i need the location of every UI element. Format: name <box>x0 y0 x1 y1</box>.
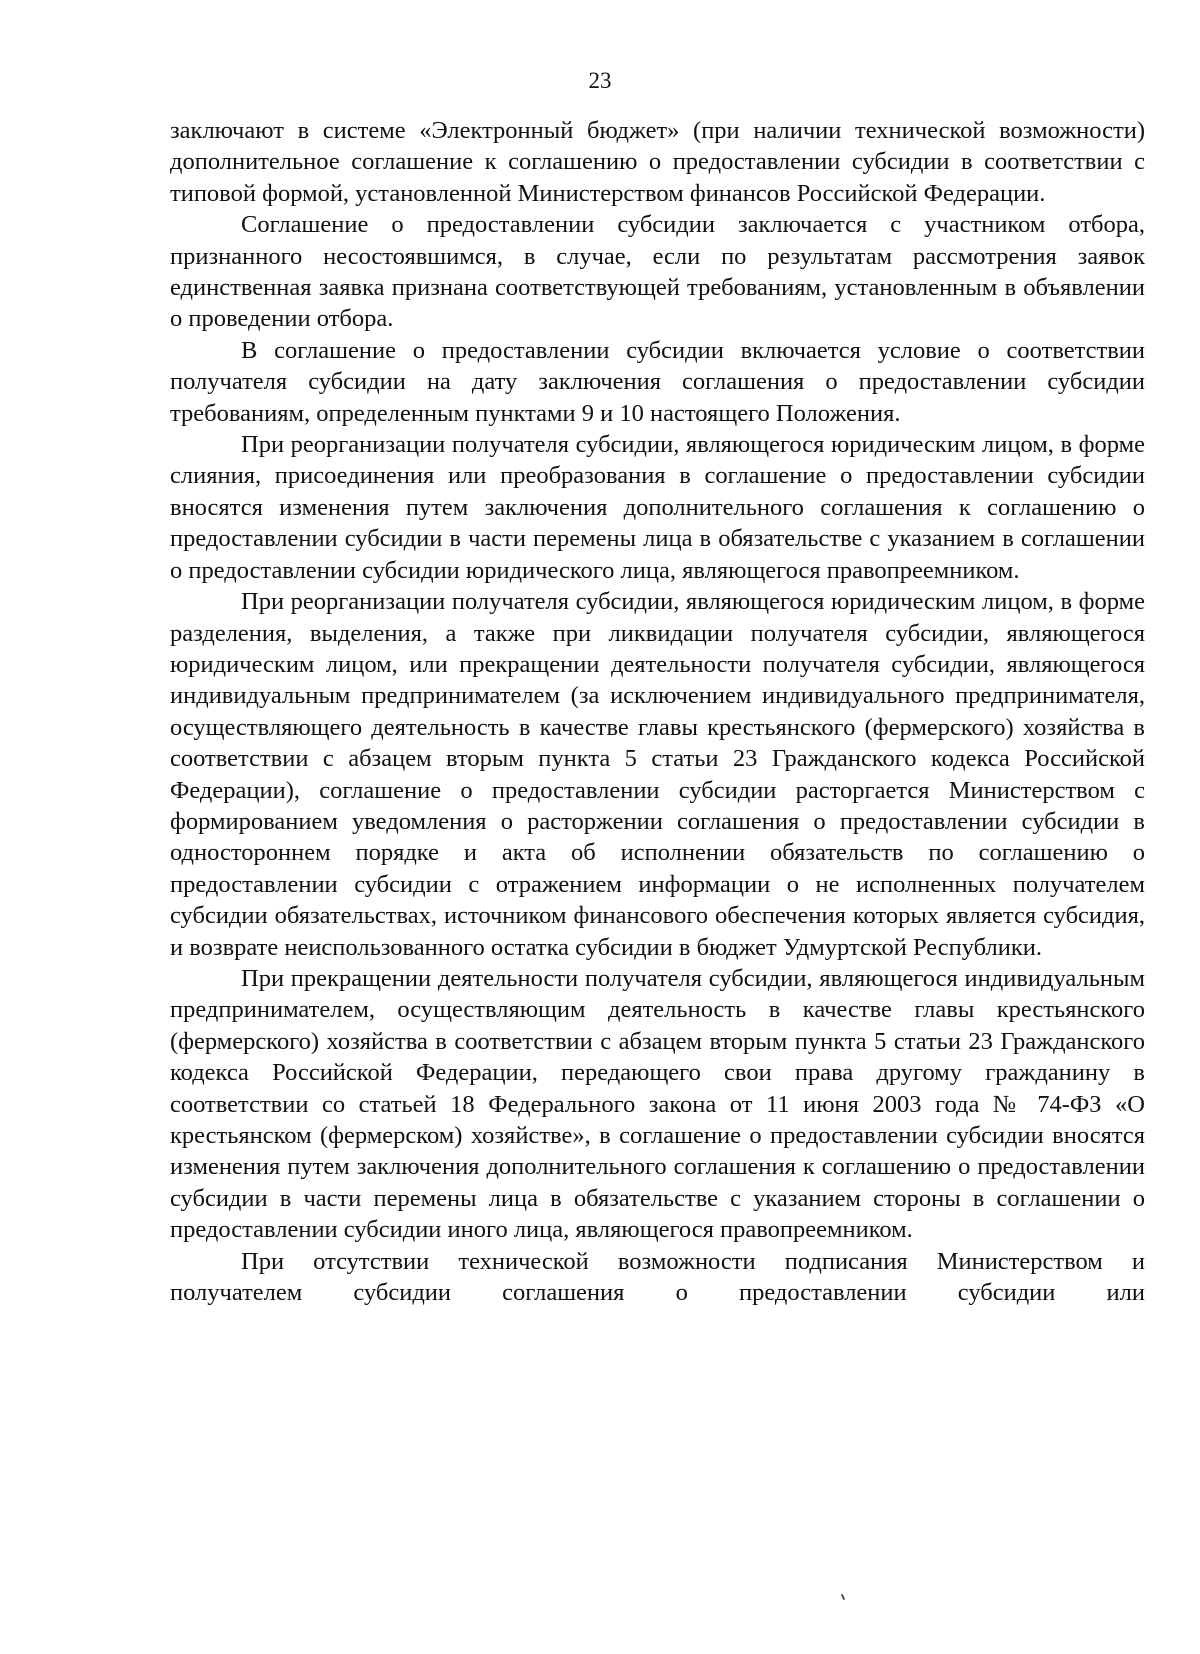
page-number: 23 <box>588 68 612 93</box>
paragraph-5: При реорганизации получателя субсидии, являющегося юридическим лицом, в форме разделения, выделения, а также при ликвидации получателя субсидии, являющегося юридическим лицом, или прекращении деятельности получателя субсидии, являющегося индивидуальным предпринимателем (за исключением индивидуального предпринимателя, осуществляющего деятельность в качестве главы крестьянского (фермерского) хозяйства в соответствии с абзацем вторым пункта 5 статьи 23 Гражданского кодекса Российской Федерации), соглашение о предоставлении субсидии расторгается Министерством с формированием уведомления о расторжении соглашения о предоставлении субсидии в одностороннем порядке и акта об исполнении обязательств по соглашению о предоставлении субсидии с отражением информации о не исполненных получателем субсидии обязательствах, источником финансового обеспечения которых является субсидия, и возврате неиспользованного остатка субсидии в бюджет Удмуртской Республики. <box>170 588 1145 961</box>
scan-speck <box>841 1594 845 1600</box>
paragraph-6: При прекращении деятельности получателя субсидии, являющегося индивидуальным предпринимателем, осуществляющим деятельность в качестве главы крестьянского (фермерского) хозяйства в соответствии с абзацем вторым пункта 5 статьи 23 Гражданского кодекса Российской Федерации, передающего свои права другому гражданину в соответствии со статьей 18 Федерального закона от 11 июня 2003 года № 74-ФЗ «О крестьянском (фермерском) хозяйстве», в соглашение о предоставлении субсидии вносятся изменения путем заключения дополнительного соглашения к соглашению о предоставлении субсидии в части перемены лица в обязательстве с указанием стороны в соглашении о предоставлении субсидии иного лица, являющегося правопреемником. <box>170 964 1145 1244</box>
paragraph-7: При отсутствии технической возможности подписания Министерством и получателем субсидии соглашения о предоставлении субсидии или <box>170 1247 1145 1307</box>
document-body <box>170 115 1145 1308</box>
paragraph-1: заключают в системе «Электронный бюджет» (при наличии технической возможности) дополнительное соглашение к соглашению о предоставлении субсидии в соответствии с типовой формой, установленной Министерством финансов Российской Федерации. <box>170 117 1145 207</box>
paragraph-2: Соглашение о предоставлении субсидии заключается с участником отбора, признанного несостоявшимся, в случае, если по результатам рассмотрения заявок единственная заявка признана соответствующей требованиям, установленным в объявлении о проведении отбора. <box>170 211 1145 333</box>
paragraph-3: В соглашение о предоставлении субсидии включается условие о соответствии получателя субсидии на дату заключения соглашения о предоставлении субсидии требованиям, определенным пунктами 9 и 10 настоящего Положения. <box>170 336 1145 427</box>
paragraph-4: При реорганизации получателя субсидии, являющегося юридическим лицом, в форме слияния, присоединения или преобразования в соглашение о предоставлении субсидии вносятся изменения путем заключения дополнительного соглашения к соглашению о предоставлении субсидии в части перемены лица в обязательстве с указанием в соглашении о предоставлении субсидии юридического лица, являющегося правопреемником. <box>170 431 1145 584</box>
